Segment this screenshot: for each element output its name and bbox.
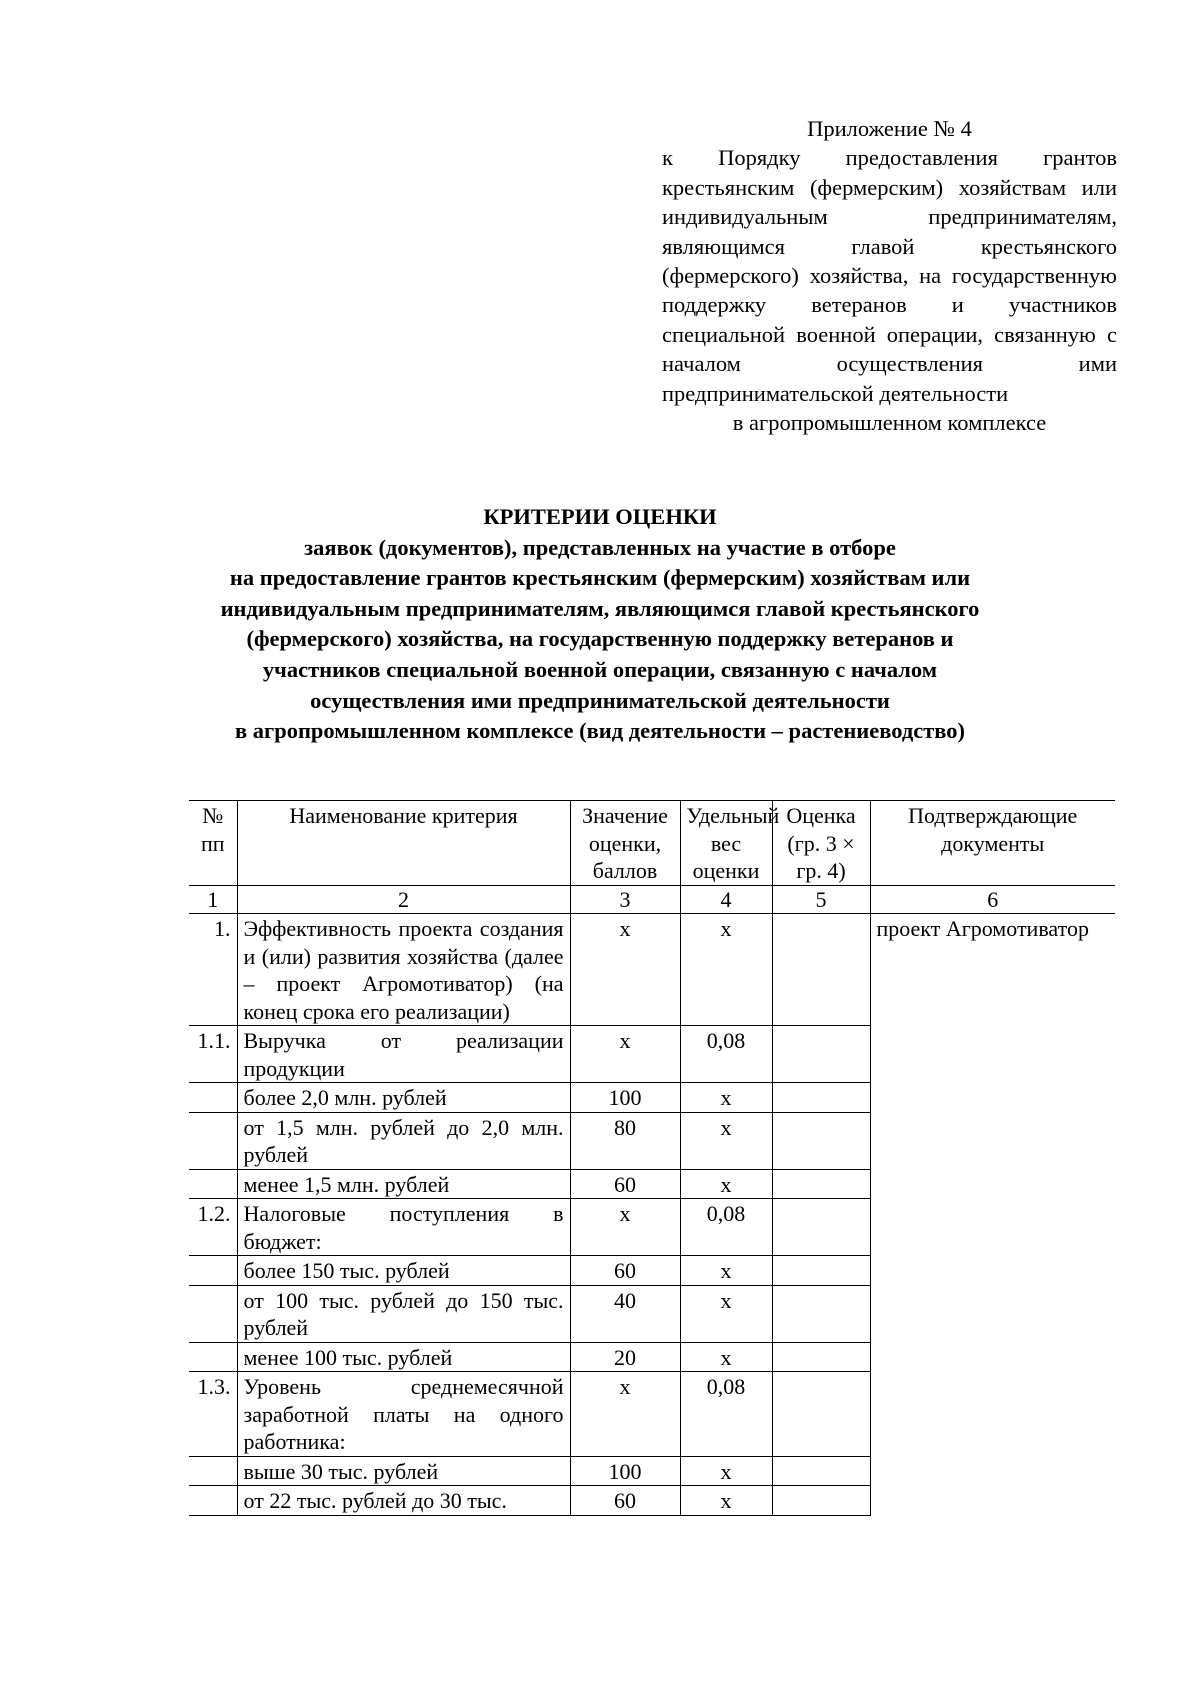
criterion-score bbox=[772, 1342, 870, 1372]
criterion-score bbox=[772, 1456, 870, 1486]
row-number: 1.1. bbox=[189, 1026, 237, 1083]
title-line: осуществления ими предпринимательской деятельности bbox=[310, 687, 890, 713]
criterion-weight: 0,08 bbox=[680, 1199, 772, 1256]
col-header-value: Значение оценки, баллов bbox=[570, 801, 680, 886]
criterion-value: 20 bbox=[570, 1342, 680, 1372]
supporting-documents: проект Агромотиватор bbox=[870, 914, 1115, 1516]
col-header-docs: Подтверждающие документы bbox=[870, 801, 1115, 886]
criterion-value: х bbox=[570, 1372, 680, 1457]
table-body bbox=[189, 914, 1115, 1516]
row-number bbox=[189, 1169, 237, 1199]
criterion-value: 100 bbox=[570, 1456, 680, 1486]
header-row bbox=[189, 801, 1115, 886]
col-header-score: Оценка (гр. 3 × гр. 4) bbox=[772, 801, 870, 886]
criteria-table bbox=[189, 800, 1115, 1516]
row-number: 1.3. bbox=[189, 1372, 237, 1457]
col-header-weight: Удельный вес оценки bbox=[680, 801, 772, 886]
criterion-score bbox=[772, 1112, 870, 1169]
criterion-weight: х bbox=[680, 1456, 772, 1486]
criterion-score bbox=[772, 1083, 870, 1113]
col-number: 3 bbox=[570, 885, 680, 914]
col-number: 6 bbox=[870, 885, 1115, 914]
col-header-name: Наименование критерия bbox=[237, 801, 570, 886]
col-number: 1 bbox=[189, 885, 237, 914]
title-line: индивидуальным предпринимателям, являющимся главой крестьянского bbox=[220, 595, 980, 621]
title-heading: КРИТЕРИИ ОЦЕНКИ bbox=[483, 504, 717, 529]
criterion-name: Выручка от реализации продукции bbox=[237, 1026, 570, 1083]
criterion-name: от 100 тыс. рублей до 150 тыс. рублей bbox=[237, 1285, 570, 1342]
criterion-score bbox=[772, 1026, 870, 1083]
row-number: 1. bbox=[189, 914, 237, 1026]
criterion-weight: х bbox=[680, 1342, 772, 1372]
criterion-weight: х bbox=[680, 1112, 772, 1169]
appendix-block bbox=[662, 114, 1117, 437]
row-number bbox=[189, 1112, 237, 1169]
criterion-score bbox=[772, 1169, 870, 1199]
criterion-value: 40 bbox=[570, 1285, 680, 1342]
criterion-score bbox=[772, 1486, 870, 1516]
column-number-row bbox=[189, 885, 1115, 914]
row-number bbox=[189, 1342, 237, 1372]
col-number: 2 bbox=[237, 885, 570, 914]
criterion-name: Уровень среднемесячной заработной платы на одного работника: bbox=[237, 1372, 570, 1457]
col-header-num: № пп bbox=[189, 801, 237, 886]
criterion-score bbox=[772, 1256, 870, 1286]
criterion-value: 60 bbox=[570, 1169, 680, 1199]
criterion-name: от 1,5 млн. рублей до 2,0 млн. рублей bbox=[237, 1112, 570, 1169]
criterion-value: х bbox=[570, 1199, 680, 1256]
criterion-score bbox=[772, 1285, 870, 1342]
criterion-name: от 22 тыс. рублей до 30 тыс. bbox=[237, 1486, 570, 1516]
criterion-name: более 2,0 млн. рублей bbox=[237, 1083, 570, 1113]
title-line: на предоставление грантов крестьянским (фермерским) хозяйствам или bbox=[229, 565, 971, 591]
criterion-weight: х bbox=[680, 1486, 772, 1516]
criterion-name: менее 100 тыс. рублей bbox=[237, 1342, 570, 1372]
row-number bbox=[189, 1486, 237, 1516]
criterion-weight: 0,08 bbox=[680, 1026, 772, 1083]
appendix-text: к Порядку предоставления грантов крестьянским (фермерским) хозяйствам или индивидуальным предпринимателям, являющимся главой крестьянского (фермерского) хозяйства, на государственную поддержку ветеранов и участников специальной военной операции, связанную с началом осуществления ими предпринимательской деятельности bbox=[662, 145, 1117, 406]
criterion-name: выше 30 тыс. рублей bbox=[237, 1456, 570, 1486]
criterion-name: Налоговые поступления в бюджет: bbox=[237, 1199, 570, 1256]
criterion-value: 60 bbox=[570, 1486, 680, 1516]
criterion-value: 100 bbox=[570, 1083, 680, 1113]
criterion-value: 60 bbox=[570, 1256, 680, 1286]
row-number bbox=[189, 1256, 237, 1286]
criterion-name: менее 1,5 млн. рублей bbox=[237, 1169, 570, 1199]
col-number: 4 bbox=[680, 885, 772, 914]
document-title bbox=[150, 502, 1050, 747]
title-line: заявок (документов), представленных на участие в отборе bbox=[304, 534, 896, 560]
col-number: 5 bbox=[772, 885, 870, 914]
criterion-weight: х bbox=[680, 1083, 772, 1113]
table-row bbox=[189, 914, 1115, 1026]
criterion-weight: х bbox=[680, 1169, 772, 1199]
criterion-value: х bbox=[570, 1026, 680, 1083]
criterion-score bbox=[772, 1372, 870, 1457]
appendix-tail: в агропромышленном комплексе bbox=[732, 410, 1047, 436]
title-line: участников специальной военной операции, связанную с началом bbox=[262, 656, 938, 682]
row-number bbox=[189, 1285, 237, 1342]
criterion-value: 80 bbox=[570, 1112, 680, 1169]
row-number bbox=[189, 1083, 237, 1113]
criterion-name: более 150 тыс. рублей bbox=[237, 1256, 570, 1286]
row-number: 1.2. bbox=[189, 1199, 237, 1256]
criterion-weight: х bbox=[680, 1285, 772, 1342]
appendix-number: Приложение № 4 bbox=[807, 116, 972, 141]
criterion-name: Эффективность проекта создания и (или) развития хозяйства (далее – проект Агромотиватор) (на конец срока его реализации) bbox=[237, 914, 570, 1026]
criterion-score bbox=[772, 914, 870, 1026]
title-line: в агропромышленном комплексе (вид деятельности – растениеводство) bbox=[234, 718, 966, 744]
title-line: (фермерского) хозяйства, на государственную поддержку ветеранов и bbox=[246, 626, 954, 652]
criterion-weight: х bbox=[680, 1256, 772, 1286]
criterion-weight: 0,08 bbox=[680, 1372, 772, 1457]
criterion-score bbox=[772, 1199, 870, 1256]
row-number bbox=[189, 1456, 237, 1486]
criterion-value: х bbox=[570, 914, 680, 1026]
criterion-weight: х bbox=[680, 914, 772, 1026]
